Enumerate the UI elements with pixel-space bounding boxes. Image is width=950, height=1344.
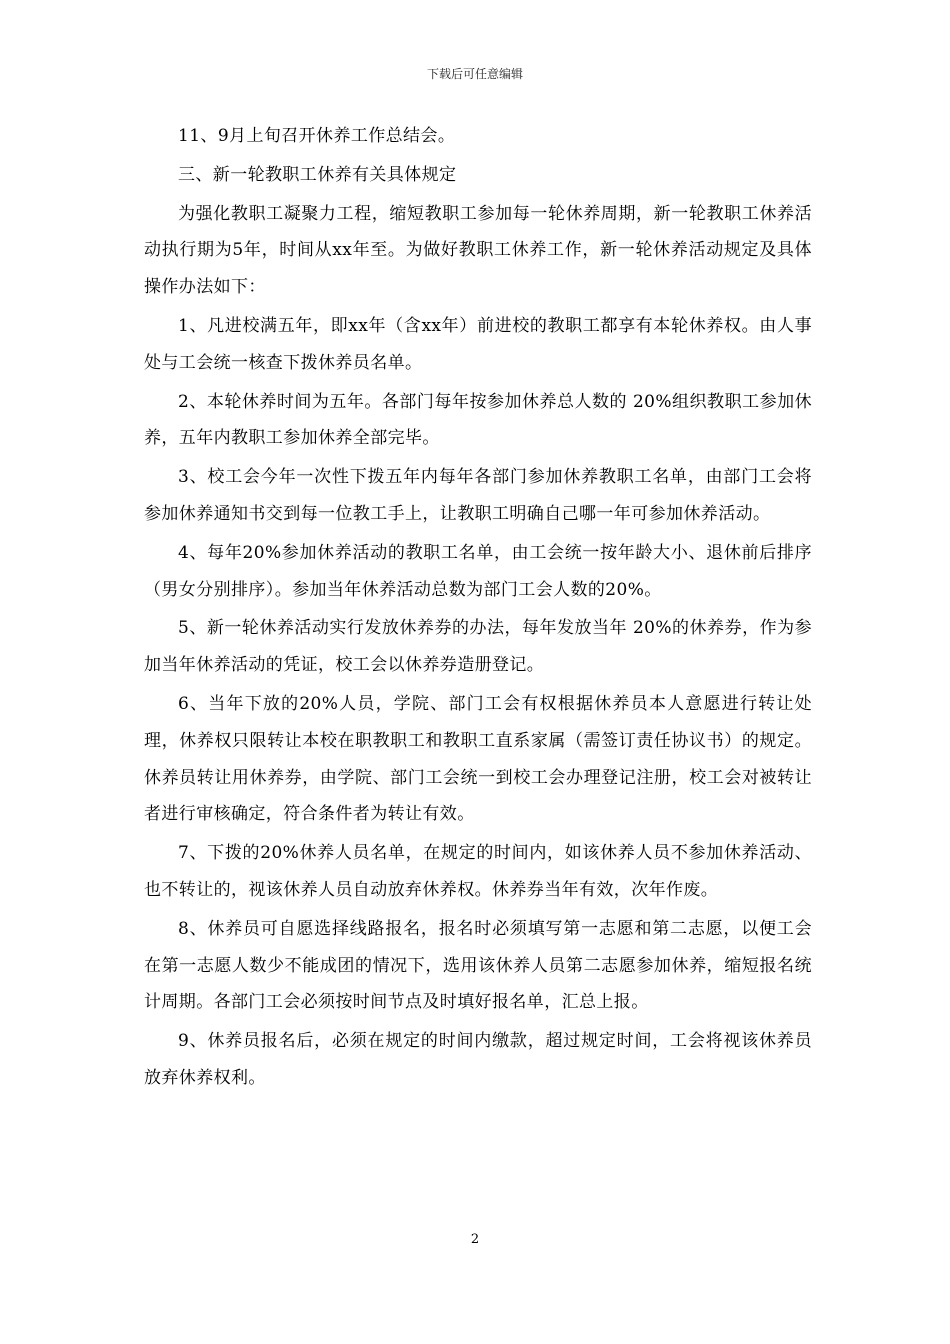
rule-paragraph-4: 4、每年20%参加休养活动的教职工名单，由工会统一按年龄大小、退休前后排序（男女分别排序）。参加当年休养活动总数为部门工会人数的20%。 (144, 542, 812, 600)
rule-paragraph-7: 7、下拨的20%休养人员名单，在规定的时间内，如该休养人员不参加休养活动、也不转让的，视该休养人员自动放弃休养权。休养券当年有效，次年作废。 (144, 843, 812, 900)
paragraph-item-11: 11、9月上旬召开休养工作总结会。 (178, 126, 456, 146)
section-heading: 三、新一轮教职工休养有关具体规定 (178, 164, 457, 185)
rule-paragraph-5: 5、新一轮休养活动实行发放休养券的办法，每年发放当年 20%的休养券，作为参加当年休养活动的凭证，校工会以休养券造册登记。 (144, 618, 812, 676)
rule-paragraph-3: 3、校工会今年一次性下拨五年内每年各部门参加休养教职工名单，由部门工会将参加休养通知书交到每一位教工手上，让教职工明确自己哪一年可参加休养活动。 (144, 467, 812, 524)
rule-paragraph-8: 8、休养员可自愿选择线路报名，报名时必须填写第一志愿和第二志愿，以便工会在第一志愿人数少不能成团的情况下，选用该休养人员第二志愿参加休养，缩短报名统计周期。各部门工会必须按时间节点及时填好报名单，汇总上报。 (144, 918, 812, 1013)
rule-paragraph-1: 1、凡进校满五年，即xx年（含xx年）前进校的教职工都享有本轮休养权。由人事处与工会统一核查下拨休养员名单。 (144, 315, 812, 373)
rule-paragraph-6: 6、当年下放的20%人员，学院、部门工会有权根据休养员本人意愿进行转让处理，休养权只限转让本校在职教职工和教职工直系家属（需签订责任协议书）的规定。休养员转让用休养券，由学院、部门工会统一到校工会办理登记注册，校工会对被转让者进行审核确定，符合条件者为转让有效。 (144, 693, 812, 825)
document-body (144, 118, 812, 1099)
rule-paragraph-9: 9、休养员报名后，必须在规定的时间内缴款，超过规定时间，工会将视该休养员放弃休养权利。 (144, 1031, 812, 1088)
page-number: 2 (470, 1232, 480, 1247)
rule-paragraph-2: 2、本轮休养时间为五年。各部门每年按参加休养总人数的 20%组织教职工参加休养，五年内教职工参加休养全部完毕。 (144, 391, 812, 449)
intro-paragraph: 为强化教职工凝聚力工程，缩短教职工参加每一轮休养周期，新一轮教职工休养活动执行期为5年，时间从xx年至。为做好教职工休养工作，新一轮休养活动规定及具体操作办法如下： (144, 203, 812, 298)
page-header: 下载后可任意编辑 (426, 67, 523, 81)
